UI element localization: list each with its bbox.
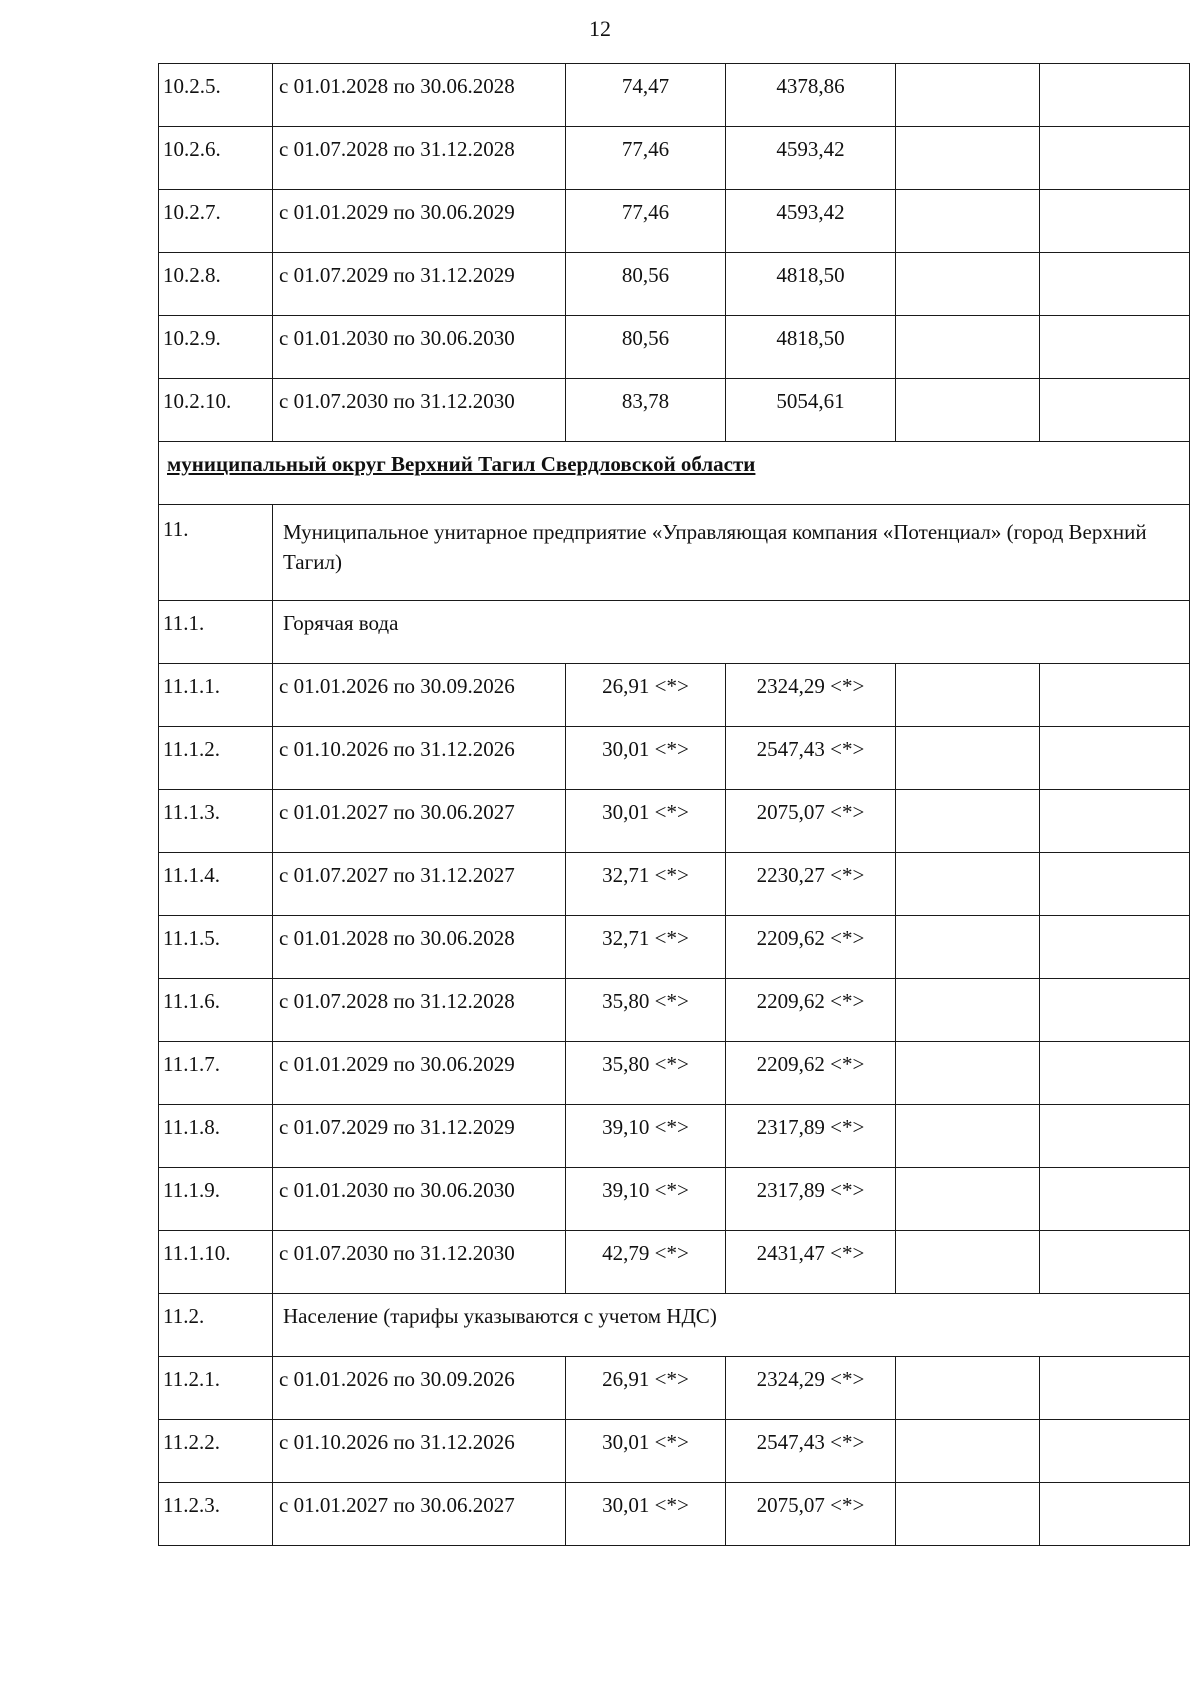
empty-cell (896, 853, 1040, 916)
empty-cell (896, 1105, 1040, 1168)
empty-cell (1040, 379, 1190, 442)
empty-cell (1040, 1420, 1190, 1483)
row-code: 11.1.8. (159, 1105, 273, 1168)
empty-cell (896, 379, 1040, 442)
row-code: 11.2.1. (159, 1357, 273, 1420)
row-code: 10.2.10. (159, 379, 273, 442)
row-period: с 01.01.2027 по 30.06.2027 (273, 1483, 566, 1546)
tariff-table (158, 63, 1190, 1546)
empty-cell (1040, 1231, 1190, 1294)
row-code: 11.1.2. (159, 727, 273, 790)
empty-cell (1040, 853, 1190, 916)
table-row (159, 1105, 1190, 1168)
region-row (159, 442, 1190, 505)
empty-cell (896, 1420, 1040, 1483)
table-row (159, 1420, 1190, 1483)
table-row (159, 853, 1190, 916)
empty-cell (896, 1357, 1040, 1420)
row-period: с 01.01.2027 по 30.06.2027 (273, 790, 566, 853)
row-value-2: 4378,86 (726, 64, 896, 127)
row-code: 10.2.7. (159, 190, 273, 253)
row-value-1: 30,01 <*> (566, 790, 726, 853)
section-row-hot-water (159, 601, 1190, 664)
tariff-rows-10-2 (159, 64, 1190, 442)
empty-cell (896, 253, 1040, 316)
row-period: с 01.01.2029 по 30.06.2029 (273, 1042, 566, 1105)
row-code: 11.1.1. (159, 664, 273, 727)
row-code: 11.1.6. (159, 979, 273, 1042)
region-title: муниципальный округ Верхний Тагил Свердловской области (159, 442, 1190, 505)
region-section (159, 442, 1190, 664)
row-period: с 01.10.2026 по 31.12.2026 (273, 727, 566, 790)
tariff-rows-11-1 (159, 664, 1190, 1294)
row-period: с 01.01.2028 по 30.06.2028 (273, 916, 566, 979)
row-value-2: 2209,62 <*> (726, 979, 896, 1042)
empty-cell (1040, 316, 1190, 379)
row-code: 11.1.3. (159, 790, 273, 853)
table-row (159, 127, 1190, 190)
organization-name: Муниципальное унитарное предприятие «Управляющая компания «Потенциал» (город Верхний Тагил) (273, 505, 1190, 601)
table-row (159, 316, 1190, 379)
row-code: 10.2.9. (159, 316, 273, 379)
empty-cell (1040, 727, 1190, 790)
row-period: с 01.01.2030 по 30.06.2030 (273, 316, 566, 379)
row-value-1: 26,91 <*> (566, 1357, 726, 1420)
empty-cell (1040, 979, 1190, 1042)
section-label: Население (тарифы указываются с учетом НДС) (273, 1294, 1190, 1357)
empty-cell (1040, 127, 1190, 190)
table-row (159, 190, 1190, 253)
row-value-2: 2317,89 <*> (726, 1168, 896, 1231)
row-code: 10.2.6. (159, 127, 273, 190)
empty-cell (896, 127, 1040, 190)
row-code: 11.1.10. (159, 1231, 273, 1294)
empty-cell (1040, 253, 1190, 316)
section-code: 11.1. (159, 601, 273, 664)
empty-cell (1040, 1168, 1190, 1231)
population-section (159, 1294, 1190, 1357)
row-value-1: 80,56 (566, 253, 726, 316)
row-value-2: 2075,07 <*> (726, 1483, 896, 1546)
row-value-2: 2547,43 <*> (726, 1420, 896, 1483)
table-row (159, 790, 1190, 853)
table-row (159, 664, 1190, 727)
row-value-1: 32,71 <*> (566, 853, 726, 916)
row-value-2: 2317,89 <*> (726, 1105, 896, 1168)
empty-cell (1040, 916, 1190, 979)
row-value-1: 74,47 (566, 64, 726, 127)
empty-cell (1040, 1105, 1190, 1168)
empty-cell (896, 727, 1040, 790)
row-value-1: 32,71 <*> (566, 916, 726, 979)
table-row (159, 979, 1190, 1042)
table-row (159, 1357, 1190, 1420)
table-row (159, 1168, 1190, 1231)
row-code: 11.2.3. (159, 1483, 273, 1546)
empty-cell (1040, 64, 1190, 127)
row-period: с 01.01.2026 по 30.09.2026 (273, 664, 566, 727)
row-value-1: 30,01 <*> (566, 1483, 726, 1546)
empty-cell (896, 64, 1040, 127)
empty-cell (896, 1168, 1040, 1231)
tariff-rows-11-2 (159, 1357, 1190, 1546)
row-value-1: 30,01 <*> (566, 1420, 726, 1483)
row-code: 10.2.5. (159, 64, 273, 127)
row-value-2: 2547,43 <*> (726, 727, 896, 790)
row-code: 10.2.8. (159, 253, 273, 316)
row-code: 11.2.2. (159, 1420, 273, 1483)
row-value-2: 4593,42 (726, 190, 896, 253)
empty-cell (1040, 190, 1190, 253)
row-value-2: 4818,50 (726, 316, 896, 379)
row-value-1: 77,46 (566, 127, 726, 190)
row-period: с 01.07.2028 по 31.12.2028 (273, 979, 566, 1042)
empty-cell (1040, 1357, 1190, 1420)
page-number: 12 (589, 16, 611, 41)
row-value-2: 2230,27 <*> (726, 853, 896, 916)
row-period: с 01.01.2026 по 30.09.2026 (273, 1357, 566, 1420)
row-value-2: 2324,29 <*> (726, 1357, 896, 1420)
row-period: с 01.07.2029 по 31.12.2029 (273, 1105, 566, 1168)
section-code: 11.2. (159, 1294, 273, 1357)
row-value-2: 2075,07 <*> (726, 790, 896, 853)
empty-cell (896, 1483, 1040, 1546)
table-row (159, 1231, 1190, 1294)
table-row (159, 64, 1190, 127)
empty-cell (896, 316, 1040, 379)
row-value-1: 80,56 (566, 316, 726, 379)
row-value-1: 35,80 <*> (566, 1042, 726, 1105)
row-period: с 01.01.2029 по 30.06.2029 (273, 190, 566, 253)
row-value-2: 2209,62 <*> (726, 916, 896, 979)
row-period: с 01.10.2026 по 31.12.2026 (273, 1420, 566, 1483)
row-value-1: 39,10 <*> (566, 1168, 726, 1231)
empty-cell (1040, 1483, 1190, 1546)
table-row (159, 379, 1190, 442)
row-period: с 01.07.2027 по 31.12.2027 (273, 853, 566, 916)
section-row-population (159, 1294, 1190, 1357)
row-value-1: 42,79 <*> (566, 1231, 726, 1294)
row-value-1: 35,80 <*> (566, 979, 726, 1042)
row-value-2: 5054,61 (726, 379, 896, 442)
empty-cell (896, 790, 1040, 853)
organization-row (159, 505, 1190, 601)
row-value-2: 2324,29 <*> (726, 664, 896, 727)
row-period: с 01.01.2030 по 30.06.2030 (273, 1168, 566, 1231)
table-row (159, 727, 1190, 790)
empty-cell (1040, 1042, 1190, 1105)
row-code: 11.1.7. (159, 1042, 273, 1105)
empty-cell (1040, 790, 1190, 853)
row-value-2: 4818,50 (726, 253, 896, 316)
empty-cell (896, 1231, 1040, 1294)
empty-cell (896, 979, 1040, 1042)
table-row (159, 1483, 1190, 1546)
row-value-2: 4593,42 (726, 127, 896, 190)
row-code: 11.1.4. (159, 853, 273, 916)
empty-cell (1040, 664, 1190, 727)
empty-cell (896, 190, 1040, 253)
empty-cell (896, 916, 1040, 979)
row-code: 11.1.5. (159, 916, 273, 979)
section-label: Горячая вода (273, 601, 1190, 664)
row-value-1: 26,91 <*> (566, 664, 726, 727)
row-period: с 01.07.2030 по 31.12.2030 (273, 1231, 566, 1294)
row-value-1: 83,78 (566, 379, 726, 442)
row-value-1: 30,01 <*> (566, 727, 726, 790)
empty-cell (896, 1042, 1040, 1105)
row-period: с 01.07.2028 по 31.12.2028 (273, 127, 566, 190)
row-code: 11.1.9. (159, 1168, 273, 1231)
row-value-1: 77,46 (566, 190, 726, 253)
empty-cell (896, 664, 1040, 727)
row-value-2: 2431,47 <*> (726, 1231, 896, 1294)
row-period: с 01.07.2030 по 31.12.2030 (273, 379, 566, 442)
table-row (159, 253, 1190, 316)
row-period: с 01.01.2028 по 30.06.2028 (273, 64, 566, 127)
row-period: с 01.07.2029 по 31.12.2029 (273, 253, 566, 316)
table-row (159, 916, 1190, 979)
row-value-2: 2209,62 <*> (726, 1042, 896, 1105)
table-row (159, 1042, 1190, 1105)
row-value-1: 39,10 <*> (566, 1105, 726, 1168)
organization-code: 11. (159, 505, 273, 601)
